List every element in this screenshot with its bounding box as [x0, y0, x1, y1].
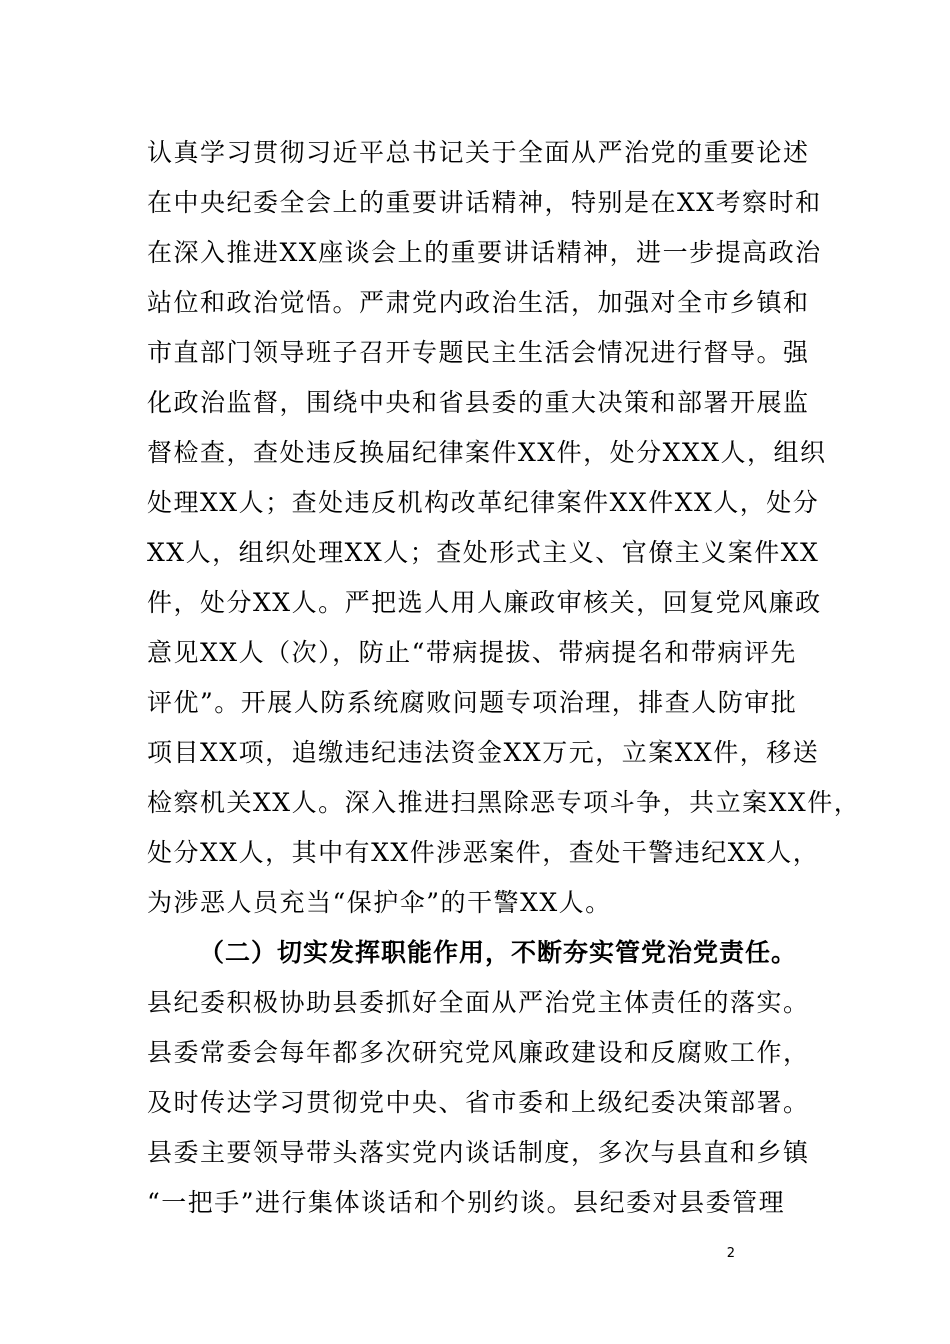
section-heading: （二）切实发挥职能作用，不断夯实管党治党责任。	[199, 938, 798, 967]
paragraph-line: 意见XX人（次），防止“带病提拔、带病提名和带病评先	[147, 638, 797, 667]
paragraph-line: 及时传达学习贯彻党中央、省市委和上级纪委决策部署。	[147, 1088, 810, 1117]
paragraph-line: “一把手”进行集体谈话和个别约谈。县纪委对县委管理	[147, 1188, 786, 1217]
paragraph-line: 检察机关XX人。深入推进扫黑除恶专项斗争，共立案XX件，	[147, 788, 861, 817]
paragraph-line: 县委常委会每年都多次研究党风廉政建设和反腐败工作，	[147, 1038, 810, 1067]
paragraph-line: 市直部门领导班子召开专题民主生活会情况进行督导。强	[147, 338, 810, 367]
paragraph-line: 化政治监督，围绕中央和省县委的重大决策和部署开展监	[147, 388, 810, 417]
paragraph-line: 项目XX项，追缴违纪违法资金XX万元，立案XX件，移送	[147, 738, 820, 767]
paragraph-line: 站位和政治觉悟。严肃党内政治生活，加强对全市乡镇和	[147, 288, 810, 317]
page-number: 2	[726, 1246, 735, 1261]
body-text	[147, 128, 861, 1228]
paragraph-line: 件，处分XX人。严把选人用人廉政审核关，回复党风廉政	[147, 588, 822, 617]
paragraph-line: 在深入推进XX座谈会上的重要讲话精神，进一步提高政治	[147, 238, 822, 267]
paragraph-line: 为涉恶人员充当“保护伞”的干警XX人。	[147, 888, 612, 917]
paragraph-line: 认真学习贯彻习近平总书记关于全面从严治党的重要论述	[147, 138, 810, 167]
paragraph-line: 在中央纪委全会上的重要讲话精神，特别是在XX考察时和	[147, 188, 822, 217]
paragraph-line: 督检查，查处违反换届纪律案件XX件，处分XXX人，组织	[147, 438, 827, 467]
paragraph-line: 县纪委积极协助县委抓好全面从严治党主体责任的落实。	[147, 988, 810, 1017]
paragraph-line: 处分XX人，其中有XX件涉恶案件，查处干警违纪XX人，	[147, 838, 820, 867]
paragraph-line: 评优”。开展人防系统腐败问题专项治理，排查人防审批	[147, 688, 798, 717]
paragraph-line: 处理XX人；查处违反机构改革纪律案件XX件XX人，处分	[147, 488, 820, 517]
paragraph-line: XX人，组织处理XX人；查处形式主义、官僚主义案件XX	[147, 538, 820, 567]
paragraph-line: 县委主要领导带头落实党内谈话制度，多次与县直和乡镇	[147, 1138, 810, 1167]
